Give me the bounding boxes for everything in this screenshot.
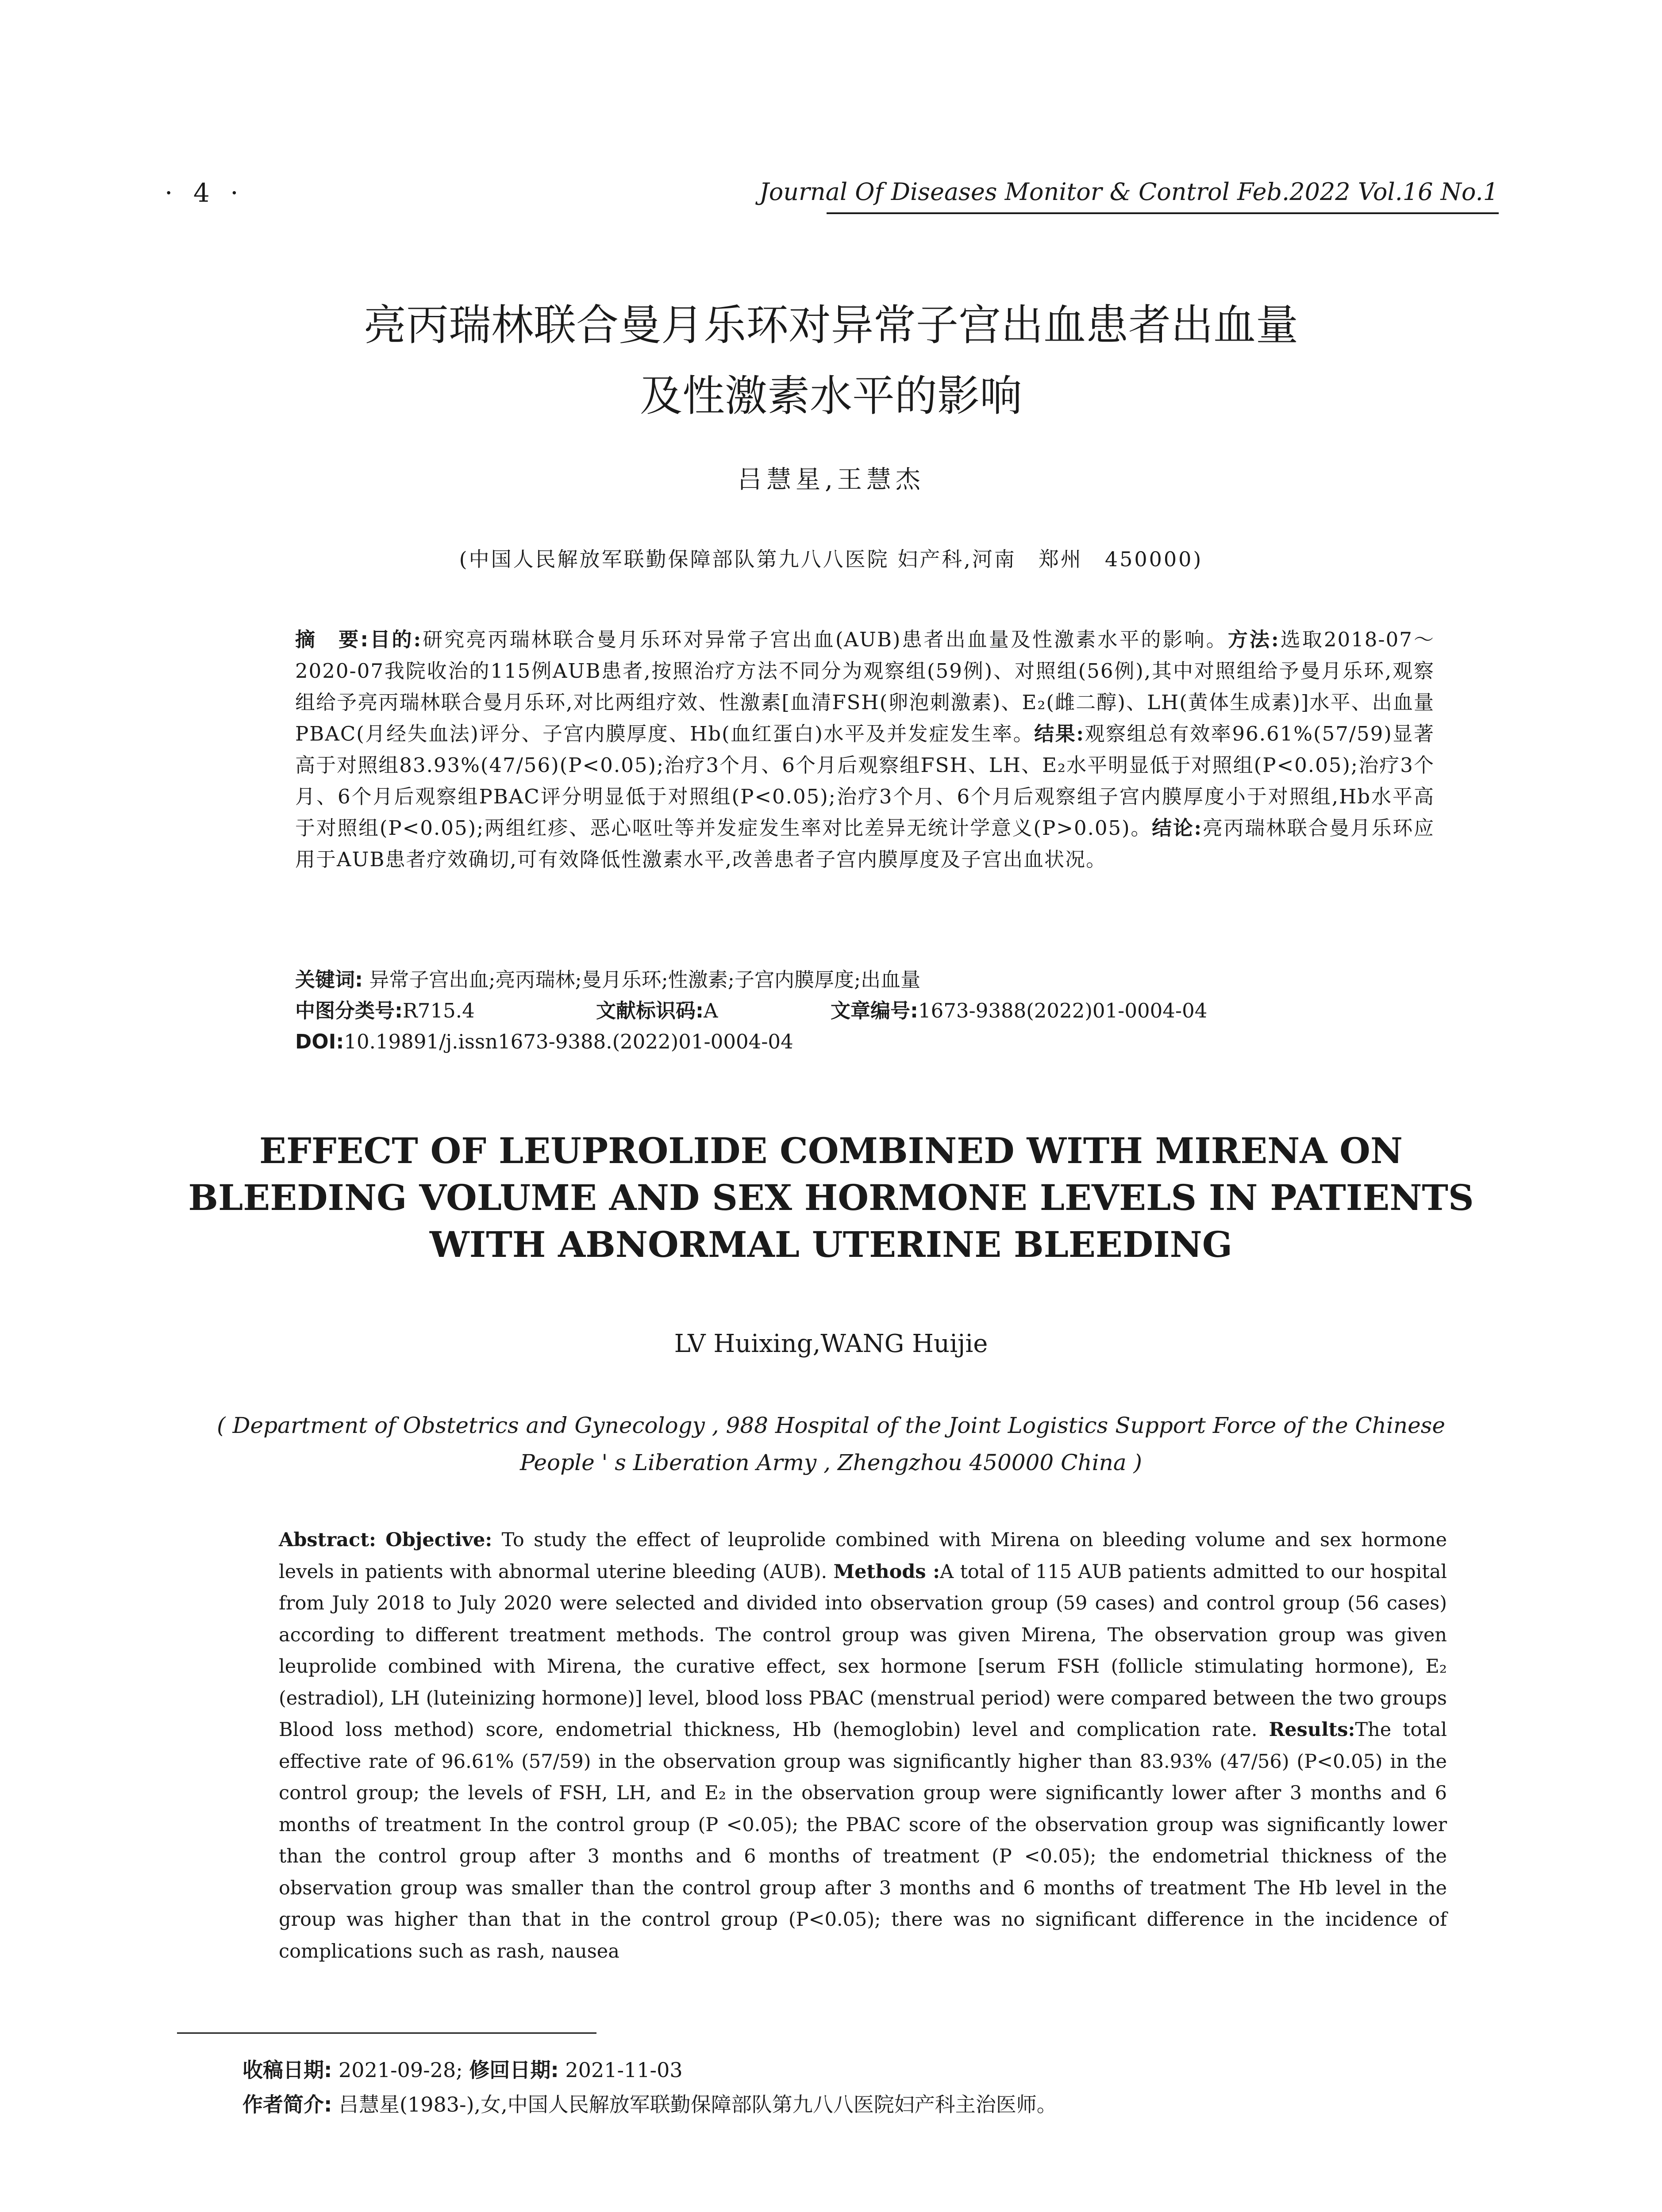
article-no-value: 1673-9388(2022)01-0004-04: [918, 999, 1208, 1022]
keywords-row: [295, 964, 1207, 995]
en-objective-label: Objective:: [385, 1529, 492, 1551]
en-title: [0, 1127, 1662, 1268]
cn-methods-label: 方法:: [1227, 628, 1280, 651]
cn-affiliation: (中国人民解放军联勤保障部队第九八八医院 妇产科,河南 郑州 450000): [459, 547, 1203, 571]
footnotes: [242, 2053, 1057, 2122]
cn-results-label: 结果:: [1034, 722, 1085, 745]
en-authors: LV Huixing,WANG Huijie: [674, 1329, 988, 1358]
revised-value: 2021-11-03: [565, 2058, 683, 2082]
cn-metadata: [295, 964, 1207, 1057]
en-title-line-3: WITH ABNORMAL UTERINE BLEEDING: [429, 1224, 1233, 1265]
cn-title: [0, 290, 1662, 431]
cn-objective-label: 目的:: [369, 628, 422, 651]
article-no-label: 文章编号:: [831, 999, 918, 1022]
author-bio-value: 吕慧星(1983-),女,中国人民解放军联勤保障部队第九八八医院妇产科主治医师。: [339, 2093, 1057, 2116]
en-affiliation: ( Department of Obstetrics and Gynecology , 988 Hospital of the Joint Logistics Support Force of the Chinese People ' s Liberation Army , Zhengzhou 450000 China ): [217, 1413, 1445, 1475]
cn-conclusion-text: 亮丙瑞林联合曼月乐环应用于AUB患者疗效确切,可有效降低性激素水平,改善患者子宫内膜厚度及子宫出血状况。: [295, 816, 1435, 871]
author-bio-label: 作者简介:: [242, 2093, 332, 2116]
cn-title-line-2: 及性激素水平的影响: [640, 371, 1022, 421]
cn-abstract-label: 摘 要:: [295, 628, 369, 651]
en-results-label: Results:: [1269, 1719, 1355, 1741]
cn-methods-text: 选取2018-07～2020-07我院收治的115例AUB患者,按照治疗方法不同分为观察组(59例)、对照组(56例),其中对照组给予曼月乐环,观察组给予亮丙瑞林联合曼月乐环,对比两组疗效、性激素[血清FSH(卵泡刺激素)、E₂(雌二醇)、LH(黄体生成素)]水平、出血量PBAC(月经失血法)评分、子宫内膜厚度、Hb(血红蛋白)水平及并发症发生率。: [295, 628, 1435, 745]
en-objective-text: To study the effect of leuprolide combined with Mirena on bleeding volume and sex hormone levels in patients with abnormal uterine bleeding (AUB).: [279, 1529, 1447, 1583]
en-results-text: The total effective rate of 96.61% (57/59) in the observation group was significantly higher than 83.93% (47/56) (P<0.05) in the control group; the levels of FSH, LH, and E₂ in the observation group were significantly lower after 3 months and 6 months of treatment In the control group (P <0.05); the PBAC score of the observation group was significantly lower than the control group after 3 months and 6 months of treatment (P <0.05); the endometrial thickness of the observation group was smaller than the control group after 3 months and 6 months of treatment The Hb level in the group was higher than that in the control group (P<0.05); there was no significant difference in the incidence of complications such as rash, nausea: [279, 1719, 1447, 1962]
page-number: · 4 ·: [165, 178, 245, 208]
cn-authors: 吕慧星,王慧杰: [737, 465, 925, 494]
keywords-label: 关键词:: [295, 968, 363, 991]
cn-results-text: 观察组总有效率96.61%(57/59)显著高于对照组83.93%(47/56)(P<0.05);治疗3个月、6个月后观察组FSH、LH、E₂水平明显低于对照组(P<0.05);治疗3个月、6个月后观察组PBAC评分明显低于对照组(P<0.05);治疗3个月、6个月后观察组子宫内膜厚度小于对照组,Hb水平高于对照组(P<0.05);两组红疹、恶心呕吐等并发症发生率对比差异无统计学意义(P>0.05)。: [295, 722, 1435, 840]
keywords-text: 异常子宫出血;亮丙瑞林;曼月乐环;性激素;子宫内膜厚度;出血量: [369, 968, 921, 991]
received-label: 收稿日期:: [242, 2058, 332, 2082]
clc-value: R715.4: [403, 999, 475, 1022]
journal-header: Journal Of Diseases Monitor & Control Feb.2022 Vol.16 No.1: [759, 178, 1498, 206]
classification-row: [295, 995, 1207, 1026]
received-value: 2021-09-28;: [339, 2058, 463, 2082]
en-abstract-label: Abstract:: [279, 1529, 376, 1551]
cn-abstract: [238, 624, 1435, 875]
doc-code-label: 文献标识码:: [596, 999, 704, 1022]
dates-row: [242, 2053, 1057, 2087]
en-methods-label: Methods :: [833, 1560, 940, 1583]
doi-row: [295, 1026, 1207, 1057]
doi-label: DOI:: [295, 1030, 344, 1053]
clc-label: 中图分类号:: [295, 999, 403, 1022]
author-bio-row: [242, 2087, 1057, 2122]
en-abstract: [226, 1525, 1447, 1967]
cn-title-line-1: 亮丙瑞林联合曼月乐环对异常子宫出血患者出血量: [364, 300, 1298, 350]
cn-objective-text: 研究亮丙瑞林联合曼月乐环对异常子宫出血(AUB)患者出血量及性激素水平的影响。: [422, 628, 1228, 651]
header-rule: [827, 212, 1499, 214]
en-methods-text: A total of 115 AUB patients admitted to our hospital from July 2018 to July 2020 were selected and divided into observation group (59 cases) and control group (56 cases) according to different treatment methods. The control group was given Mirena, The observation group was given leuprolide combined with Mirena, the curative effect, sex hormone [serum FSH (follicle stimulating hormone), E₂ (estradiol), LH (luteinizing hormone)] level, blood loss PBAC (menstrual period) were compared between the two groups Blood loss method) score, endometrial thickness, Hb (hemoglobin) level and complication rate.: [279, 1560, 1447, 1741]
doi-value: 10.19891/j.issn1673-9388.(2022)01-0004-04: [344, 1030, 793, 1053]
en-title-line-1: EFFECT OF LEUPROLIDE COMBINED WITH MIRENA ON: [259, 1130, 1403, 1171]
revised-label: 修回日期:: [469, 2058, 559, 2082]
en-title-line-2: BLEEDING VOLUME AND SEX HORMONE LEVELS IN PATIENTS: [188, 1177, 1474, 1218]
cn-conclusion-label: 结论:: [1152, 816, 1203, 840]
en-abstract-paragraph: [226, 1525, 1447, 1967]
cn-abstract-paragraph: [238, 624, 1435, 875]
footnote-rule: [177, 2032, 596, 2034]
doc-code-value: A: [704, 999, 718, 1022]
